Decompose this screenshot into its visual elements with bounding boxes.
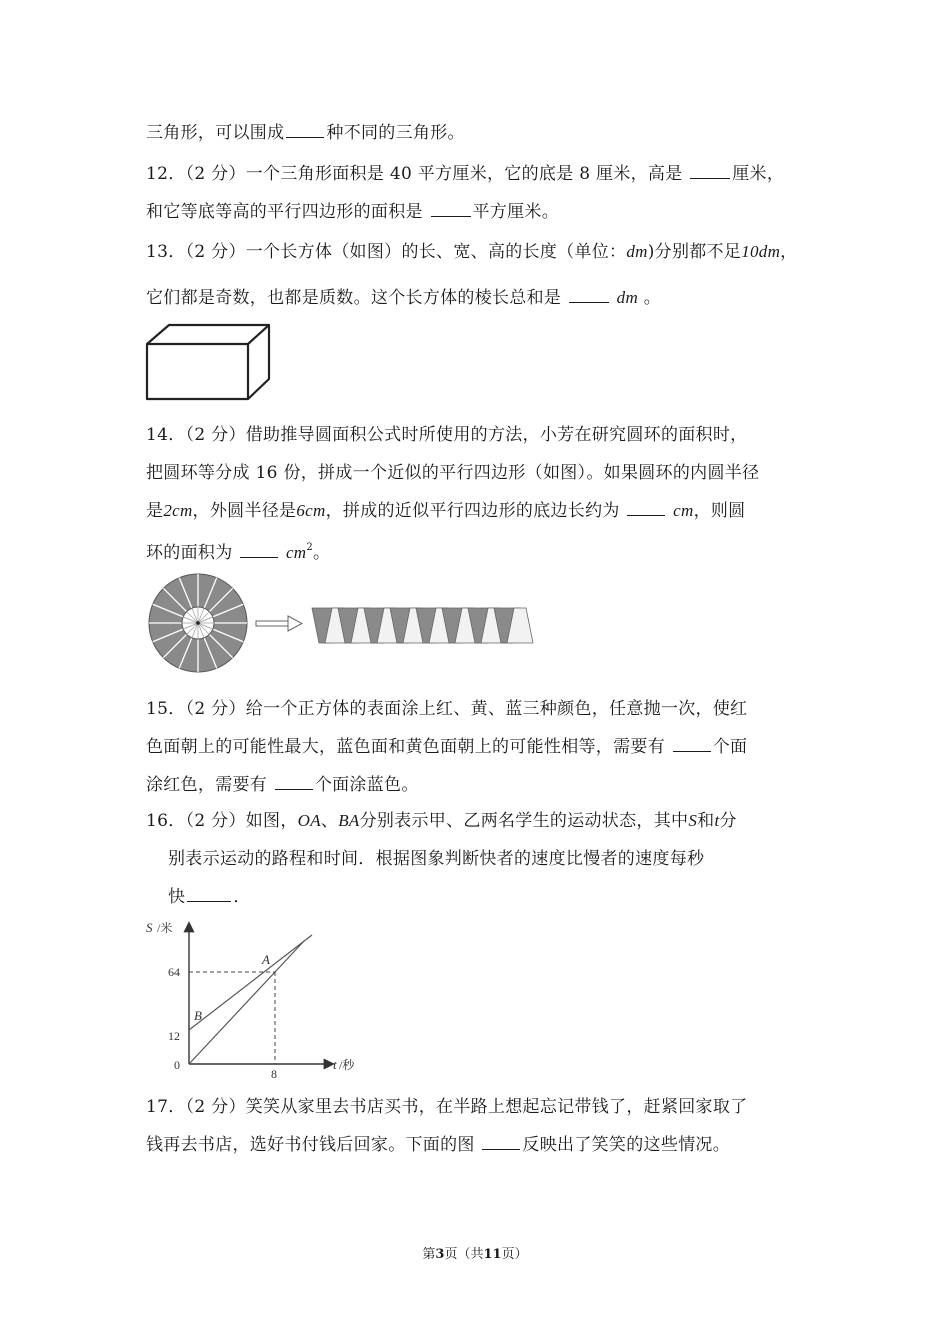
question-14-line-4 bbox=[146, 537, 816, 564]
text: 。 bbox=[643, 288, 662, 308]
question-14-line-1 bbox=[146, 424, 816, 446]
text: 。 bbox=[313, 543, 331, 563]
text: 涂红色，需要有 bbox=[146, 775, 268, 795]
unit: 6cm bbox=[296, 501, 326, 520]
answer-blank[interactable] bbox=[482, 1133, 520, 1150]
point-b-label: B bbox=[194, 1008, 202, 1023]
y-axis-unit: /米 bbox=[157, 921, 173, 935]
text: 和它等底等高的平行四边形的面积是 bbox=[146, 202, 423, 222]
text: 页（共 bbox=[444, 1247, 484, 1262]
answer-blank[interactable] bbox=[286, 121, 324, 138]
text: 13．（2 分）一个长方体（如图）的长、宽、高的长度（单位： bbox=[146, 242, 627, 262]
center-dot bbox=[196, 621, 200, 625]
cuboid-figure bbox=[144, 322, 274, 402]
answer-blank[interactable] bbox=[690, 162, 730, 179]
question-15-line-1 bbox=[146, 698, 816, 720]
text: 12．（2 分）一个三角形面积是 40 平方厘米，它的底是 8 厘米，高是 bbox=[146, 164, 683, 184]
var: S bbox=[688, 811, 698, 830]
text: 、 bbox=[320, 811, 339, 831]
text-line bbox=[146, 121, 816, 144]
question-12-line-2 bbox=[146, 200, 816, 223]
question-13-line-1 bbox=[146, 241, 816, 263]
text: 分 bbox=[719, 811, 737, 831]
question-15-line-3 bbox=[146, 773, 816, 796]
text: 反映出了笑笑的这些情况。 bbox=[522, 1135, 731, 1155]
text: 厘米， bbox=[732, 164, 785, 184]
unit: cm bbox=[285, 543, 307, 562]
parallelogram-strip bbox=[312, 608, 533, 643]
answer-blank[interactable] bbox=[627, 499, 665, 516]
text: 种不同的三角形。 bbox=[326, 123, 465, 143]
answer-blank[interactable] bbox=[187, 885, 231, 902]
text: 是 bbox=[146, 501, 164, 521]
text: 16．（2 分）如图， bbox=[146, 811, 298, 831]
text: ，拼成的近似平行四边形的底边长约为 bbox=[325, 501, 620, 521]
text: 快 bbox=[168, 887, 186, 907]
unit: 2cm bbox=[163, 501, 193, 520]
text: ，则圆 bbox=[693, 501, 746, 521]
var: OA bbox=[297, 811, 321, 830]
x-tick-8: 8 bbox=[271, 1067, 277, 1081]
motion-graph bbox=[140, 912, 370, 1081]
text: ， bbox=[780, 242, 798, 262]
question-16-line-2 bbox=[168, 848, 838, 870]
ring-circle bbox=[149, 574, 247, 672]
text: 和 bbox=[697, 811, 715, 831]
unit: dm bbox=[616, 288, 639, 307]
text: 第 bbox=[422, 1247, 436, 1262]
line-ba bbox=[189, 935, 312, 1030]
text: 分别表示甲、乙两名学生的运动状态，其中 bbox=[359, 811, 689, 831]
line-oa bbox=[189, 941, 304, 1064]
text: 个面涂蓝色。 bbox=[314, 775, 419, 795]
unit: cm bbox=[673, 501, 694, 520]
page-number: 3 bbox=[435, 1247, 445, 1262]
question-15-line-2 bbox=[146, 735, 816, 758]
question-13-line-2 bbox=[146, 286, 816, 309]
unit: dm bbox=[626, 242, 648, 261]
text: 14．（2 分）借助推导圆面积公式时所使用的方法，小芳在研究圆环的面积时， bbox=[146, 425, 748, 445]
text: ，外圆半径是 bbox=[192, 501, 297, 521]
question-14-line-3 bbox=[146, 499, 816, 522]
text: 钱再去书店，选好书付钱后回家。下面的图 bbox=[146, 1135, 475, 1155]
var: t bbox=[714, 811, 720, 830]
question-17-line-1 bbox=[146, 1096, 816, 1118]
text: 色面朝上的可能性最大，蓝色面和黄色面朝上的可能性相等，需要有 bbox=[146, 737, 665, 757]
text: 别表示运动的路程和时间．根据图象判断快者的速度比慢者的速度每秒 bbox=[168, 849, 705, 869]
question-12-line-1 bbox=[146, 162, 816, 185]
text: 15．（2 分）给一个正方体的表面涂上红、黄、蓝三种颜色，任意抛一次，使红 bbox=[146, 699, 748, 719]
text: 17．（2 分）笑笑从家里去书店买书，在半路上想起忘记带钱了，赶紧回家取了 bbox=[146, 1097, 748, 1117]
answer-blank[interactable] bbox=[431, 200, 471, 217]
y-axis-label: S bbox=[146, 920, 153, 935]
superscript: 2 bbox=[306, 542, 314, 553]
question-14-line-2 bbox=[146, 462, 816, 484]
point-a-label: A bbox=[262, 952, 270, 967]
y-tick-64: 64 bbox=[168, 965, 180, 979]
text: ． bbox=[233, 887, 251, 907]
x-axis-unit: /秒 bbox=[339, 1058, 355, 1072]
text: 它们都是奇数，也都是质数。这个长方体的棱长总和是 bbox=[146, 288, 562, 308]
text: 把圆环等分成 16 份，拼成一个近似的平行四边形（如图）。如果圆环的内圆半径 bbox=[146, 463, 760, 483]
answer-blank[interactable] bbox=[240, 541, 278, 558]
text: 平方厘米。 bbox=[472, 202, 560, 222]
text: 环的面积为 bbox=[146, 543, 233, 563]
question-16-line-1 bbox=[146, 810, 816, 832]
answer-blank[interactable] bbox=[673, 735, 711, 752]
arrow-icon bbox=[256, 616, 302, 631]
var: BA bbox=[338, 811, 360, 830]
answer-blank[interactable] bbox=[275, 773, 313, 790]
unit: 10dm bbox=[741, 242, 781, 261]
text: 三角形，可以围成 bbox=[146, 123, 285, 143]
y-tick-12: 12 bbox=[168, 1029, 180, 1043]
answer-blank[interactable] bbox=[569, 286, 609, 303]
origin-label: 0 bbox=[174, 1058, 180, 1072]
text: 个面 bbox=[712, 737, 748, 757]
text: 页） bbox=[501, 1247, 528, 1262]
question-17-line-2 bbox=[146, 1133, 816, 1156]
x-axis-label: t bbox=[333, 1057, 337, 1072]
total-pages: 11 bbox=[483, 1247, 502, 1262]
text: )分别都不足 bbox=[647, 242, 742, 262]
page-footer bbox=[0, 1246, 950, 1264]
question-16-line-3 bbox=[168, 885, 838, 908]
ring-division-figure bbox=[146, 573, 536, 673]
